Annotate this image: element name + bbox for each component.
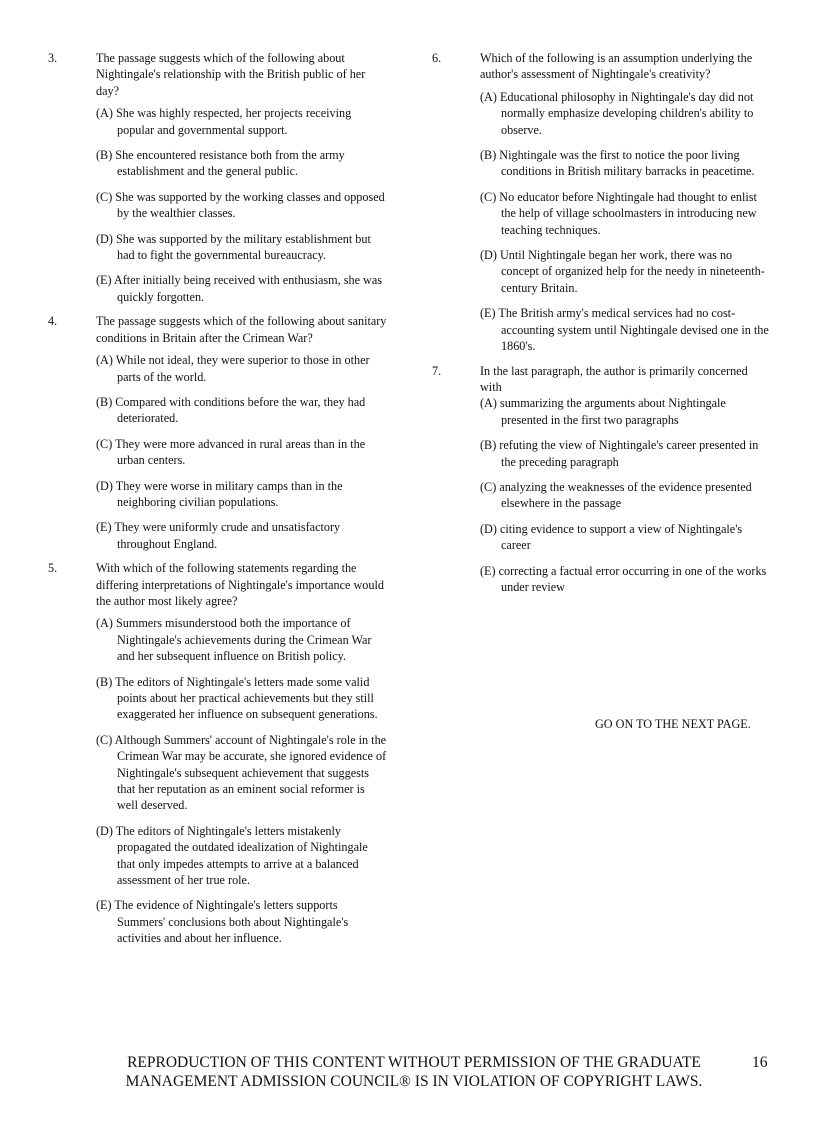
question-7 (432, 363, 772, 596)
question-6 (432, 50, 772, 355)
answer-choice-c[interactable]: (C) They were more advanced in rural areas than in the urban centers. (96, 436, 366, 468)
question-number: 5. (48, 561, 58, 576)
answer-choice-d[interactable]: (D) citing evidence to support a view of Nightingale's career (480, 521, 743, 553)
answer-choice-e[interactable]: (E) After initially being received with enthusiasm, she was quickly forgotten. (96, 273, 382, 304)
answer-choice-e[interactable]: (E) The evidence of Nightingale's letters supports Summers' conclusions both about Nightingale's activities and about her influence. (96, 898, 349, 946)
answer-choice-b[interactable]: (B) She encountered resistance both from the army establishment and the general public. (96, 148, 345, 179)
copyright-footer (104, 1053, 724, 1091)
question-number: 6. (432, 51, 442, 65)
footer-line-2: MANAGEMENT ADMISSION COUNCIL® IS IN VIOLATION OF COPYRIGHT LAWS. (125, 1073, 703, 1090)
answer-choice-a[interactable]: (A) Summers misunderstood both the importance of Nightingale's achievements during the Crimean War and her subsequent influence on British policy. (96, 616, 372, 664)
answer-choice-a[interactable]: (A) She was highly respected, her projects receiving popular and governmental support. (96, 106, 352, 137)
page-number: 16 (752, 1054, 768, 1071)
go-on-notice: GO ON TO THE NEXT PAGE. (595, 717, 751, 731)
question-5 (48, 560, 388, 947)
answer-choice-e[interactable]: (E) The British army's medical services had no cost-accounting system until Nightingale devised one in the 1860's. (480, 306, 769, 354)
answer-choice-c[interactable]: (C) Although Summers' account of Nightingale's role in the Crimean War may be accurate, she ignored evidence of Nightingale's subsequent achievement that suggests that her reputation as an eminent social reformer is well deserved. (96, 732, 387, 813)
answer-choice-d[interactable]: (D) The editors of Nightingale's letters mistakenly propagated the outdated idealization of Nightingale that only impedes attempts to arrive at a balanced assessment of her true role. (96, 823, 368, 888)
answer-choice-e[interactable]: (E) They were uniformly crude and unsatisfactory throughout England. (96, 520, 341, 551)
answer-choice-a[interactable]: (A) Educational philosophy in Nightingale's day did not normally emphasize developing children's ability to observe. (480, 89, 754, 137)
left-column (48, 50, 388, 955)
answer-choice-d[interactable]: (D) Until Nightingale began her work, there was no concept of organized help for the needy in nineteenth-century Britain. (480, 248, 765, 295)
question-stem: Which of the following is an assumption underlying the author's assessment of Nightingale's creativity? (480, 51, 753, 82)
answer-choice-a[interactable]: (A) While not ideal, they were superior to those in other parts of the world. (96, 353, 370, 384)
answer-choice-d[interactable]: (D) They were worse in military camps than in the neighboring civilian populations. (96, 478, 343, 509)
answer-choice-b[interactable]: (B) The editors of Nightingale's letters made some valid points about her practical achievements but they still exaggerated her influence on subsequent generations. (96, 674, 378, 722)
answer-choice-e[interactable]: (E) correcting a factual error occurring in one of the works under review (480, 563, 767, 594)
answer-choice-c[interactable]: (C) No educator before Nightingale had thought to enlist the help of village schoolmasters in introducing new teaching techniques. (480, 189, 757, 237)
answer-choice-a[interactable]: (A) summarizing the arguments about Nightingale presented in the first two paragraphs (480, 396, 726, 427)
question-stem: The passage suggests which of the following about sanitary conditions in Britain after the Crimean War? (96, 314, 387, 345)
answer-choice-c[interactable]: (C) She was supported by the working classes and opposed by the wealthier classes. (96, 189, 385, 221)
answer-choice-b[interactable]: (B) refuting the view of Nightingale's career presented in the preceding paragraph (480, 438, 759, 469)
question-number: 3. (48, 51, 58, 65)
question-stem: The passage suggests which of the following about Nightingale's relationship with the British public of her day? (96, 51, 366, 98)
question-stem: With which of the following statements regarding the differing interpretations of Nightingale's importance would the author most likely agree? (96, 561, 384, 608)
question-number: 7. (432, 363, 442, 378)
answer-choice-d[interactable]: (D) She was supported by the military establishment but had to fight the governmental bureaucracy. (96, 231, 371, 263)
answer-choice-b[interactable]: (B) Nightingale was the first to notice the poor living conditions in British military barracks in peacetime. (480, 148, 755, 179)
question-4 (48, 313, 388, 552)
footer-line-1: REPRODUCTION OF THIS CONTENT WITHOUT PERMISSION OF THE GRADUATE (127, 1054, 701, 1071)
question-number: 4. (48, 314, 58, 329)
question-3 (48, 50, 388, 305)
answer-choice-b[interactable]: (B) Compared with conditions before the war, they had deteriorated. (96, 394, 366, 426)
answer-choice-c[interactable]: (C) analyzing the weaknesses of the evidence presented elsewhere in the passage (480, 479, 752, 511)
right-column (432, 50, 772, 603)
question-stem: In the last paragraph, the author is primarily concerned with (480, 363, 748, 394)
